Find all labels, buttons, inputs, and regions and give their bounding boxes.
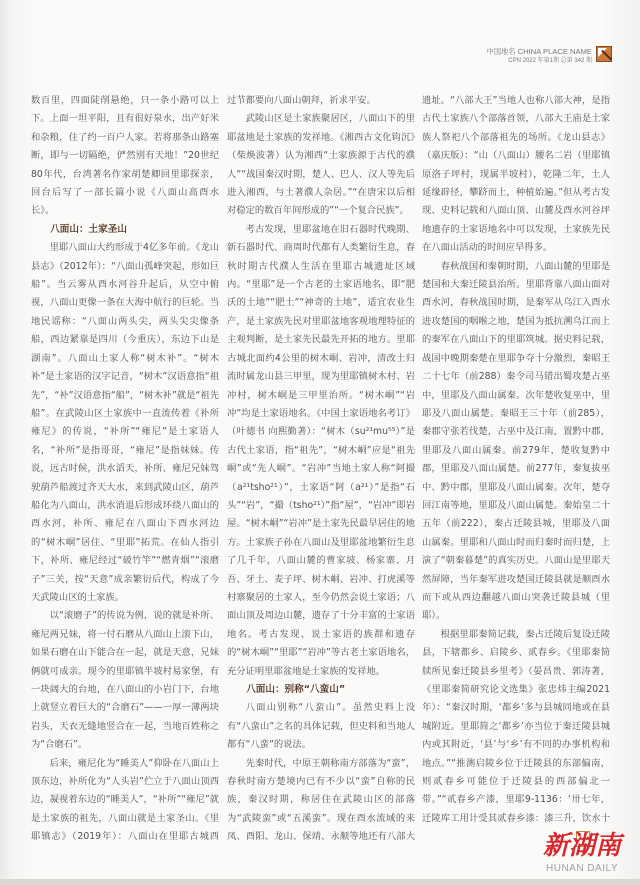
paragraph: 八面山别称“八蛮山”。虽然史料上没有“八蛮山”之名的具体记载，但史料和当地人都有“八蛮”的说法。 xyxy=(227,702,415,751)
magazine-title xyxy=(487,46,592,57)
brand-name-en: HUNAN DAILY xyxy=(546,863,618,874)
text-column-3 xyxy=(422,92,610,827)
magazine-title-cn: 中国地名 xyxy=(486,47,516,56)
section-heading: 八面山：土家圣山 xyxy=(50,223,127,235)
text-column-1 xyxy=(31,92,219,848)
issue-line: CPN 2022 年第1期 总第 342 期 xyxy=(508,58,592,64)
header-text xyxy=(487,46,592,66)
brand-cn-wrap xyxy=(543,829,621,863)
magazine-logo-icon xyxy=(596,46,612,62)
paragraph: 考古发现，里耶盆地在旧石器时代晚期、新石器时代、商周时代都有人类繁衍生息，春秋时期古代濮人生活在里耶古城遗址区域内。“里耶”是一个古老的土家语地名，即“肥沃的土地”“肥土”“神奇的土地”，适宜农业生产，是土家族先民对里耶盆地客观地理特征的主观判断，是土家先民最先开拓的地方。里耶古城北面约4公里的树木峒、岩冲，清改土归流时属龙山县三甲里，现为里耶镇树木村、岩冲村，树木峒是三甲里治所。“树木峒”“岩冲”均是土家语地名。《中国土家语地名考订》（叶德书 向熙勤著）：“树木（su²¹mu⁵⁵）”是古代土家语，指“祖先”，“树木峒”应是“祖先峒”或“先人峒”。“岩冲”当地土家人称“阿撮（a²¹tsho²¹）”，土家语“阿（a²¹）”是指“石头”“岩”，“撮（tsho²¹）”指“屋”，“岩冲”即岩屋。“树木峒”“岩冲”是土家先民最早居住的地方。土家族子孙在八面山及里耶盆地繁衍生息了几千年，八面山麓的曹家坡、杨家寨、月吾、牙土、麦子坪、树木峒、岩冲、打虎溪等村寨聚居的土家人，至今仍然会说土家语；八面山顶及周边山麓，遗存了十分丰富的土家语地名。考古发现、说土家语的族群和遗存的“树木峒”“里耶”“岩冲”等古老土家语地名，充分证明里耶盆地是土家族的发祥地。 xyxy=(227,223,415,677)
paragraph: 遗址。“八部大王”当地人也称八部大神，是指古代土家族八个部落首领，八部大王庙是土家族人祭祀八个部落祖先的场所。《龙山县志》（嘉庆版）：“山（八面山）腰名二岩（里耶镇原洛子坪村，现属半坡村），乾隆二年，土人延缘辟径，攀跻而上，种植始遍。”但从考古发现、史料记载和八面山顶、山麓及酉水河谷坪地遗存的土家语地名中可以发现，土家族先民在八面山活动的时间应早得多。 xyxy=(422,95,610,254)
paragraph: 先秦时代，中原王朝称南方部落为“蛮”，春秋时南方楚境内已有不少以“蛮”自称的民族，秦汉时期，称居住在武陵山区的部落为“武陵蛮”或“五溪蛮”。现在酉水流域的来凤、酉阳、龙山、保靖、永顺等地还有八部大 xyxy=(227,757,415,843)
paragraph: 以“滚磨子”的传说为例，说的就是补所、雍尼两兄妹，将一付石磨从八面山上滚下山，如果石磨在山下能合在一起，就是天意，兄妹俩就可成亲。现今的里耶镇半坡村易家堡，有一块阔大的台地，在八面山的小岩门下，台地上就竖立着巨大的“合磨石”——一厚一薄两块岩头，天衣无缝地竖合在一起，当地百姓称之为“合磨石”。 xyxy=(31,610,219,751)
hunan-daily-watermark xyxy=(527,829,637,875)
bottom-edge xyxy=(0,879,640,885)
paragraph: 数百里，四面陡削悬绝，只一条小路可以上下。上面一坦平阳，且有很好泉水，出产好米和杂粮，住了约一百户人家。若将那条山路塞断，即与一切隔绝，俨然别有天地！”20世纪80年代，台湾著名作家胡楚卿回里耶探亲，回台后写了一部长篇小说《八面山高酉水长》。 xyxy=(31,95,219,217)
paragraph: 后来，雍尼化为“睡美人”仰卧在八面山上顶东边，补所化为“人头岩”伫立于八面山顶西边，凝视着东边的“睡美人”，“补所”“雍尼”就是土家族的祖先，八面山就是土家圣山。《里耶镇志》（2019年）：八面山在里耶古城西 xyxy=(31,757,219,843)
brand-name-cn: 新湖南 xyxy=(542,831,621,861)
section-heading: 八面山：别称“八蛮山” xyxy=(246,684,346,695)
paragraph: 里耶八面山大约形成于4亿多年前。《龙山县志》（2012年）：“八面山孤峰突起，形如巨船”。当云雾从酉水河谷升起后，从空中俯视，八面山更像一条在大海中航行的巨轮。当地民谣称：“八面山两头尖，两头尖尖像条船，西边紧靠是四川（今重庆），东边下山是湖南”。八面山土家人称“树木补”。“树木补”是土家语的汉字记音，“树木”汉语意指“祖先”，“补”汉语意指“船”，“树木补”就是“祖先船”。在武陵山区土家族中一直流传着《补所雍尼》的传说，“补所”“雍尼”是土家语人名，“补所”是指哥哥，“雍尼”是指妹妹。传说，远古时候，洪水滔天，补所、雍尼兄妹驾驶葫芦船渡过齐天大水，来到武陵山区，葫芦船化为八面山，洪水消退后形成环绕八面山的酉水河，补所、雍尼在八面山下酉水河边的“树木峒”居住、“里耶”拓荒。在仙人指引下，补所、雍尼经过“破竹竿”“燃青烟”“滚磨子”三关，按“天意”成亲繁衍后代，构成了今天武陵山区的土家族。 xyxy=(31,242,219,603)
paragraph: 过节都要向八面山朝拜，祈求平安。 xyxy=(227,95,376,106)
paragraph: 武陵山区是土家族聚居区，八面山下的里耶盆地是土家族的发祥地。《湘西古文化钩沉》（柴焕波著）认为湘西“土家族源于古代的濮人”“战国秦汉时期，楚人、巴人、汉人等先后进入湘西，与土著濮人杂居。”“在唐宋以后相对稳定的数百年间形成的”“一个复合民族”。 xyxy=(227,113,415,217)
paragraph: 春秋战国和秦朝时期，八面山麓的里耶是楚国和大秦迁陵县治所。里耶背靠八面山面对酉水河，春秋战国时期，是秦军从乌江入酉水进攻楚国的咽喉之地，楚国为抵抗溯乌江而上的秦军在八面山下的里耶筑城。据史料记载，战国中晚期秦楚在里耶争夺十分激烈，秦昭王二十七年（前288）秦令司马错出蜀攻楚占巫中，里耶及八面山属秦。次年楚收复巫中，里耶及八面山属楚。秦昭王三十年（前285），秦郡守张若伐楚，占巫中及江南，置黔中郡，里耶及八面山属秦。前279年，楚收复黔中郡，里耶及八面山属楚。前277年，秦复拔巫中、黔中郡，里耶及八面山属秦。次年，楚夺回江南等地，里耶及八面山属楚。秦始皇二十五年（前222），秦占迁陵县城，里耶及八面山属秦。里耶和八面山时而归秦时而归楚，上演了“朝秦暮楚”的真实历史。八面山是里耶天然屏障，当年秦军进攻楚国迁陵县就是顺酉水而下或从西边翻越八面山突袭迁陵县城（里耶）。 xyxy=(422,260,610,622)
magazine-title-en: CHINA PLACE NAME xyxy=(517,47,592,56)
text-column-2 xyxy=(227,92,415,848)
page-header xyxy=(487,46,612,66)
paragraph: 根据里耶秦简记载，秦占迁陵后复设迁陵县，下辖都乡、启陵乡、贰春乡。《里耶秦简牍所见秦迁陵县乡里考》（晏昌贵、郭涛著，《里耶秦简研究论文选集》张忠炜主编2021年）：“秦汉时期，‘都乡’多与县城同地或在县城附近。里耶简之‘都乡’亦当位于秦迁陵县城内或其附近，‘县’与‘乡’有不同的办事机构和地点。”“推测启陵乡位于迁陵县的东部偏南，则贰春乡可能位于迁陵县的西部偏北一带。”“贰春乡产漆，里耶9-1136：‘卅七年，迁陵库工用计受其贰春乡漆：漆三升，饮水十 xyxy=(422,628,610,824)
